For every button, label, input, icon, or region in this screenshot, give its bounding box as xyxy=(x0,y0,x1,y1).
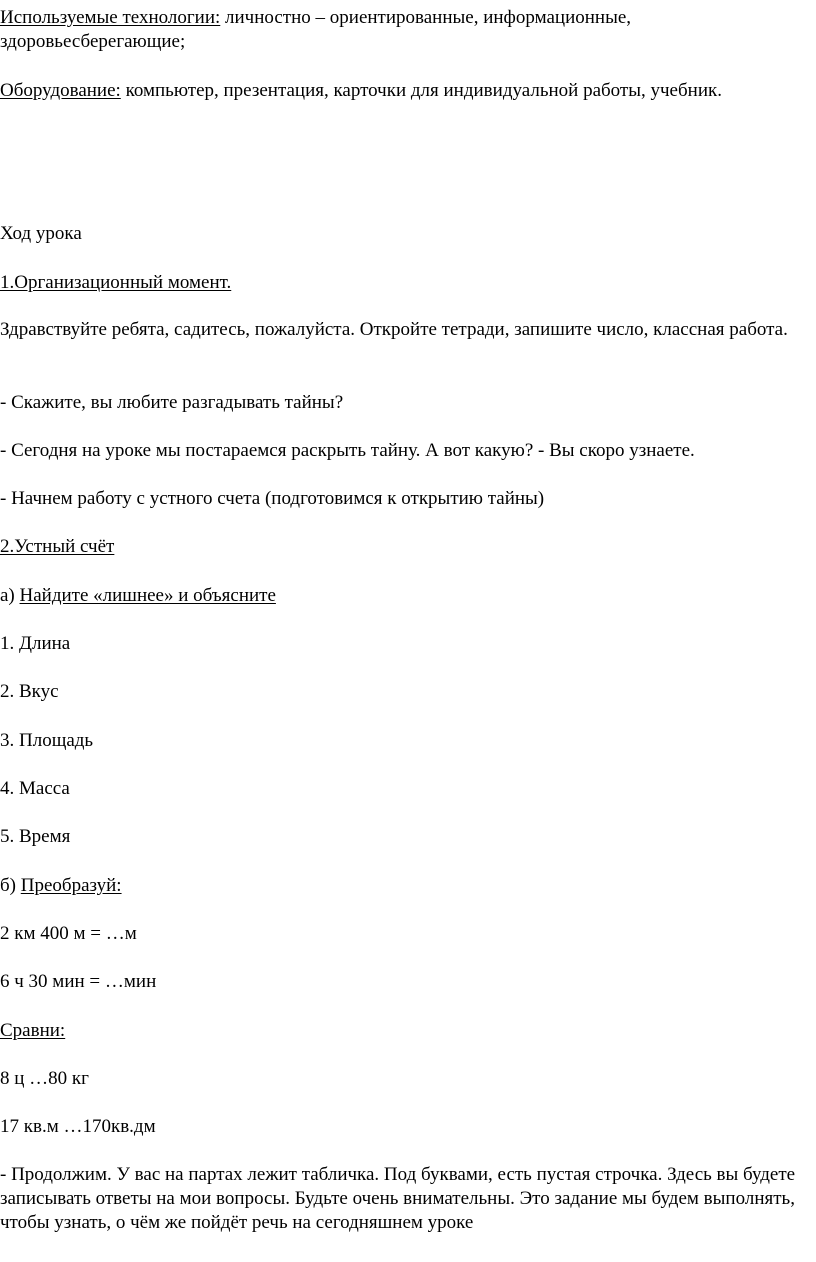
technologies-text: личностно – ориентированные, информационные, здоровьесберегающие; xyxy=(0,7,632,52)
equipment-text: компьютер, презентация, карточки для индивидуальной работы, учебник. xyxy=(120,80,722,101)
section1-title: 1.Организационный момент. xyxy=(0,272,232,293)
compare-line: 8 ц …80 кг xyxy=(0,1068,89,1089)
convert-line: 2 км 400 м = …м xyxy=(0,923,137,944)
question-line: - Скажите, вы любите разгадывать тайны? xyxy=(0,392,344,413)
equipment-paragraph xyxy=(0,79,810,103)
section2-title: 2.Устный счёт xyxy=(0,536,115,557)
closing-paragraph: - Продолжим. У вас на партах лежит табличка. Под буквами, есть пустая строчка. Здесь вы будете записывать ответы на мои вопросы. Будьте очень внимательны. Это задание мы будем выполнять, чтобы узнать, о чём же пойдёт речь на сегодняшнем уроке xyxy=(0,1164,796,1233)
list-item: 2. Вкус xyxy=(0,681,59,702)
task-b-label: Преобразуй: xyxy=(20,875,122,896)
equipment-label: Оборудование: xyxy=(0,80,121,101)
task-b xyxy=(0,874,810,898)
list-item: 1. Длина xyxy=(0,633,71,654)
task-a-prefix: а) xyxy=(0,585,20,606)
lesson-heading: Ход урока xyxy=(0,223,82,244)
list-item: 3. Площадь xyxy=(0,730,94,751)
list-item: 4. Масса xyxy=(0,778,70,799)
list-item: 5. Время xyxy=(0,826,71,847)
compare-label: Сравни: xyxy=(0,1020,66,1041)
greeting-paragraph: Здравствуйте ребята, садитесь, пожалуйста. Откройте тетради, запишите число, классная работа. xyxy=(0,319,788,340)
question-line: - Начнем работу с устного счета (подготовимся к открытию тайны) xyxy=(0,488,545,509)
question-line: - Сегодня на уроке мы постараемся раскрыть тайну. А вот какую? - Вы скоро узнаете. xyxy=(0,440,695,461)
technologies-paragraph xyxy=(0,6,810,54)
task-b-prefix: б) xyxy=(0,875,21,896)
task-a xyxy=(0,584,810,608)
compare-line: 17 кв.м …170кв.дм xyxy=(0,1116,156,1137)
convert-line: 6 ч 30 мин = …мин xyxy=(0,971,157,992)
task-a-label: Найдите «лишнее» и объясните xyxy=(19,585,276,606)
technologies-label: Используемые технологии: xyxy=(0,7,221,28)
